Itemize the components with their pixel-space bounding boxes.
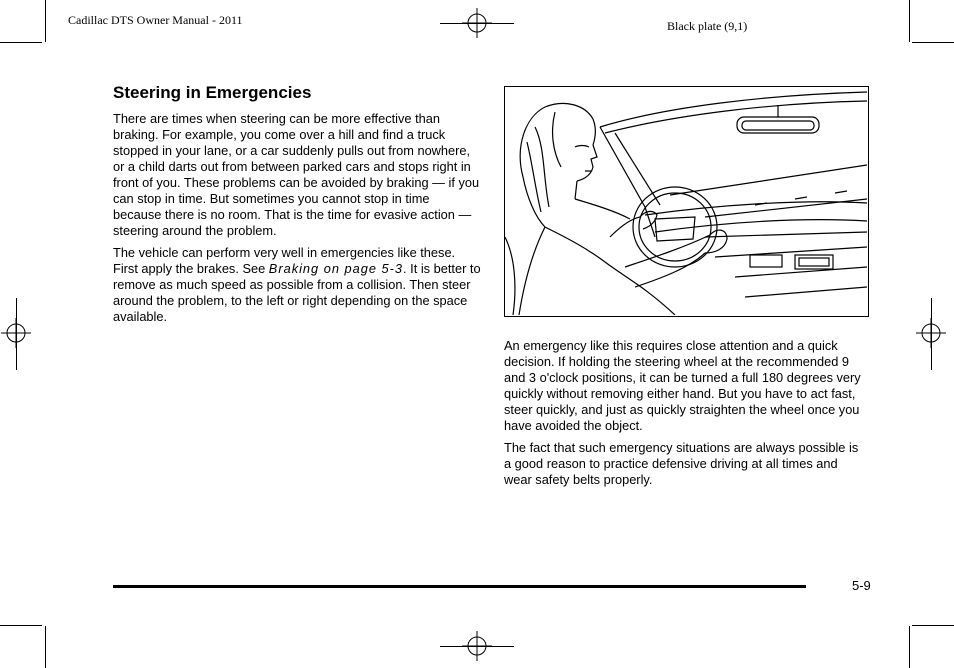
crop-mark bbox=[45, 626, 46, 668]
footer-rule bbox=[113, 585, 806, 588]
crop-mark bbox=[440, 646, 514, 647]
body-paragraph bbox=[113, 245, 481, 325]
body-paragraph: An emergency like this requires close attention and a quick decision. If holding the steering wheel at the recommended 9 and 3 o'clock positions, it can be turned a full 180 degrees very quickly without removing either hand. But you have to act fast, steer quickly, and just as quickly straighten the wheel once you have avoided the object. bbox=[504, 338, 861, 433]
body-text: . It is better to remove as much speed as possible from a collision. Then steer around the problem, to the left or right depending on the space available. bbox=[113, 261, 481, 324]
left-column bbox=[113, 111, 481, 331]
body-text: The vehicle can perform very well in emergencies like these. First apply the brakes. See bbox=[113, 245, 456, 276]
crop-mark bbox=[931, 298, 932, 370]
crop-mark bbox=[0, 42, 42, 43]
manual-title: Cadillac DTS Owner Manual - 2011 bbox=[68, 13, 243, 27]
body-paragraph: The fact that such emergency situations are always possible is a good reason to practice defensive driving at all times and wear safety belts properly. bbox=[504, 440, 859, 487]
crop-mark bbox=[0, 625, 42, 626]
crop-mark bbox=[912, 42, 954, 43]
plate-label: Black plate (9,1) bbox=[667, 19, 748, 33]
crop-mark bbox=[912, 625, 954, 626]
page-number: 5-9 bbox=[852, 578, 871, 593]
driver-illustration bbox=[504, 86, 869, 317]
right-column bbox=[504, 338, 866, 494]
crop-mark bbox=[440, 23, 514, 24]
cross-reference-link[interactable]: Braking on page 5‑3 bbox=[268, 261, 404, 276]
crop-mark bbox=[909, 0, 910, 42]
driver-steering-illustration bbox=[505, 87, 867, 315]
crop-mark bbox=[45, 0, 46, 42]
section-heading: Steering in Emergencies bbox=[113, 83, 312, 102]
crop-mark bbox=[16, 298, 17, 370]
crop-mark bbox=[909, 626, 910, 668]
body-paragraph: There are times when steering can be more effective than braking. For example, you come over a hill and find a truck stopped in your lane, or a car suddenly pulls out from nowhere, or a child darts out from between parked cars and stops right in front of you. These problems can be avoided by braking — if you can stop in time. But sometimes you cannot stop in time because there is no room. That is the time for evasive action — steering around the problem. bbox=[113, 111, 480, 238]
